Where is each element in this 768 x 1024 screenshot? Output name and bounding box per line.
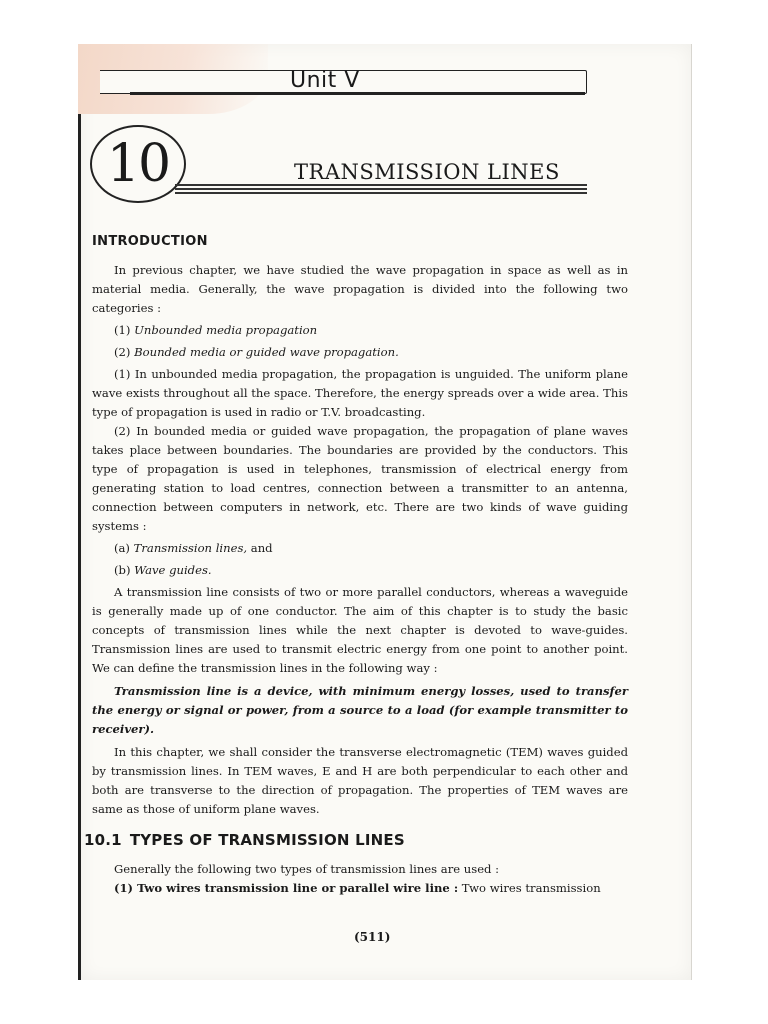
page-number: (511) xyxy=(354,930,391,944)
list-marker: (2) xyxy=(114,345,131,359)
intro-paragraph-3: (2) In bounded media or guided wave propagation, the propagation of plane waves takes place between boundaries. The boundaries are provided by the conductors. This type of propagation is used in telephones, transmission of electrical energy from generating station to load centres, connection between a transmitter to an antenna, connection between computers in network, etc. There are two kinds of wave guiding systems : xyxy=(92,424,628,533)
intro-paragraph-2: (1) In unbounded media propagation, the propagation is unguided. The uniform plane wave exists throughout all the space. Therefore, the energy spreads over a wide area. This type of propagation is used in radio or T.V. broadcasting. xyxy=(92,367,628,419)
list-marker: (a) xyxy=(114,541,130,555)
chapter-number: 10 xyxy=(106,134,170,194)
definition: Transmission line is a device, with minimum energy losses, used to transfer the energy or signal or power, from a source to a load (for example transmitter to receiver). xyxy=(92,684,628,736)
intro-heading: INTRODUCTION xyxy=(92,234,208,249)
section-item-text: Two wires transmission xyxy=(458,881,601,895)
section-number: 10.1 xyxy=(84,831,122,849)
list-item xyxy=(92,343,628,362)
list-item xyxy=(92,561,628,580)
list-marker: (1) xyxy=(114,323,131,337)
section-item-lead: (1) Two wires transmission line or parallel wire line : xyxy=(114,881,459,895)
section-heading xyxy=(84,831,628,850)
list-text: Transmission lines, xyxy=(133,541,248,555)
section-item-1 xyxy=(92,879,628,898)
list-text: Unbounded media propagation xyxy=(134,323,318,337)
list-text: Wave guides. xyxy=(134,563,212,577)
chapter-title: TRANSMISSION LINES xyxy=(294,160,560,184)
chapter-number-badge xyxy=(90,125,186,203)
page-content xyxy=(84,232,628,898)
intro-paragraph-5: In this chapter, we shall consider the transverse electromagnetic (TEM) waves guided by transmission lines. In TEM waves, E and H are both perpendicular to each other and both are transverse to the direction of propagation. The properties of TEM waves are same as those of uniform plane waves. xyxy=(92,745,628,816)
list-item xyxy=(92,321,628,340)
unit-title: Unit V xyxy=(290,68,360,93)
chapter-rules xyxy=(175,184,587,196)
intro-paragraph-1: In previous chapter, we have studied the wave propagation in space as well as in material media. Generally, the wave propagation is divided into the following two categories : xyxy=(92,263,628,315)
section-paragraph-1: Generally the following two types of transmission lines are used : xyxy=(114,862,500,876)
list-text: Bounded media or guided wave propagation. xyxy=(134,345,399,359)
section-title: TYPES OF TRANSMISSION LINES xyxy=(129,831,405,849)
intro-paragraph-4: A transmission line consists of two or more parallel conductors, whereas a waveguide is generally made up of one conductor. The aim of this chapter is to study the basic concepts of transmission lines while the next chapter is devoted to wave-guides. Transmission lines are used to transmit electric energy from one point to another point. We can define the transmission lines in the following way : xyxy=(92,585,628,675)
list-marker: (b) xyxy=(114,563,131,577)
list-item xyxy=(92,539,628,558)
list-suffix: and xyxy=(247,541,273,555)
